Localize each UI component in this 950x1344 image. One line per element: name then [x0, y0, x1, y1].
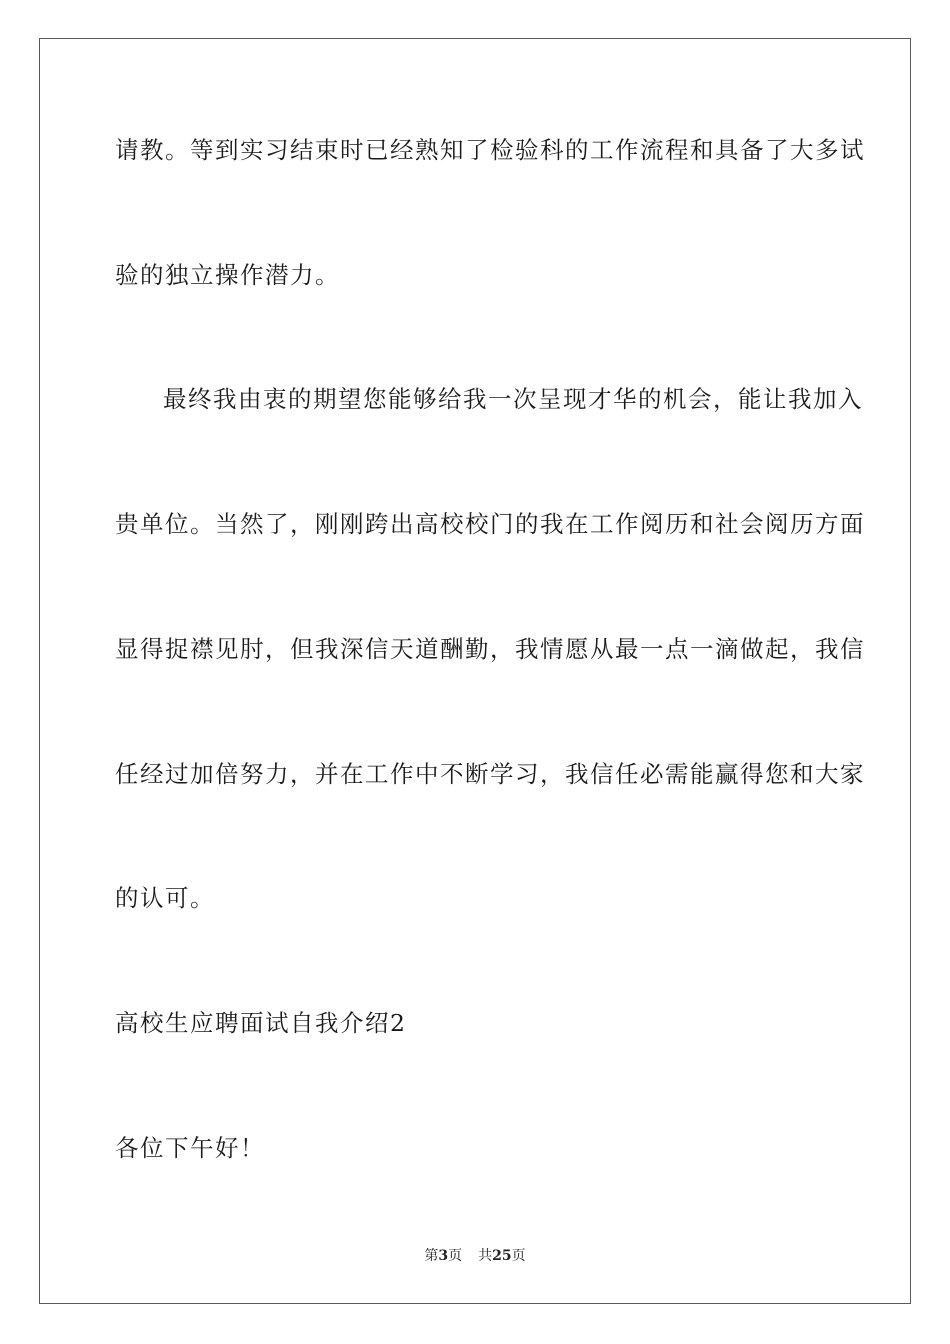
paragraph-line: 任经过加倍努力，并在工作中不断学习，我信任必需能赢得您和大家	[115, 760, 865, 788]
paragraph-line: 的认可。	[115, 884, 215, 912]
total-label-suffix: 页	[511, 1248, 526, 1264]
paragraph-line: 验的独立操作潜力。	[115, 261, 340, 289]
page-label-suffix: 页	[448, 1248, 463, 1264]
paragraph-line: 请教。等到实习结束时已经熟知了检验科的工作流程和具备了大多试	[115, 136, 865, 164]
greeting-line: 各位下午好！	[115, 1134, 265, 1162]
current-page-number: 3	[438, 1248, 449, 1264]
total-label-prefix: 共	[478, 1248, 493, 1264]
paragraph-line: 最终我由衷的期望您能够给我一次呈现才华的机会，能让我加入	[163, 385, 863, 413]
page-label-prefix: 第	[424, 1248, 439, 1264]
page-border	[39, 38, 911, 1304]
section-heading: 高校生应聘面试自我介绍2	[115, 1009, 407, 1037]
page-footer	[0, 1246, 950, 1266]
paragraph-line: 显得捉襟见肘，但我深信天道酬勤，我情愿从最一点一滴做起，我信	[115, 635, 865, 663]
paragraph-line: 贵单位。当然了，刚刚跨出高校校门的我在工作阅历和社会阅历方面	[115, 510, 865, 538]
total-page-count: 25	[492, 1248, 512, 1264]
